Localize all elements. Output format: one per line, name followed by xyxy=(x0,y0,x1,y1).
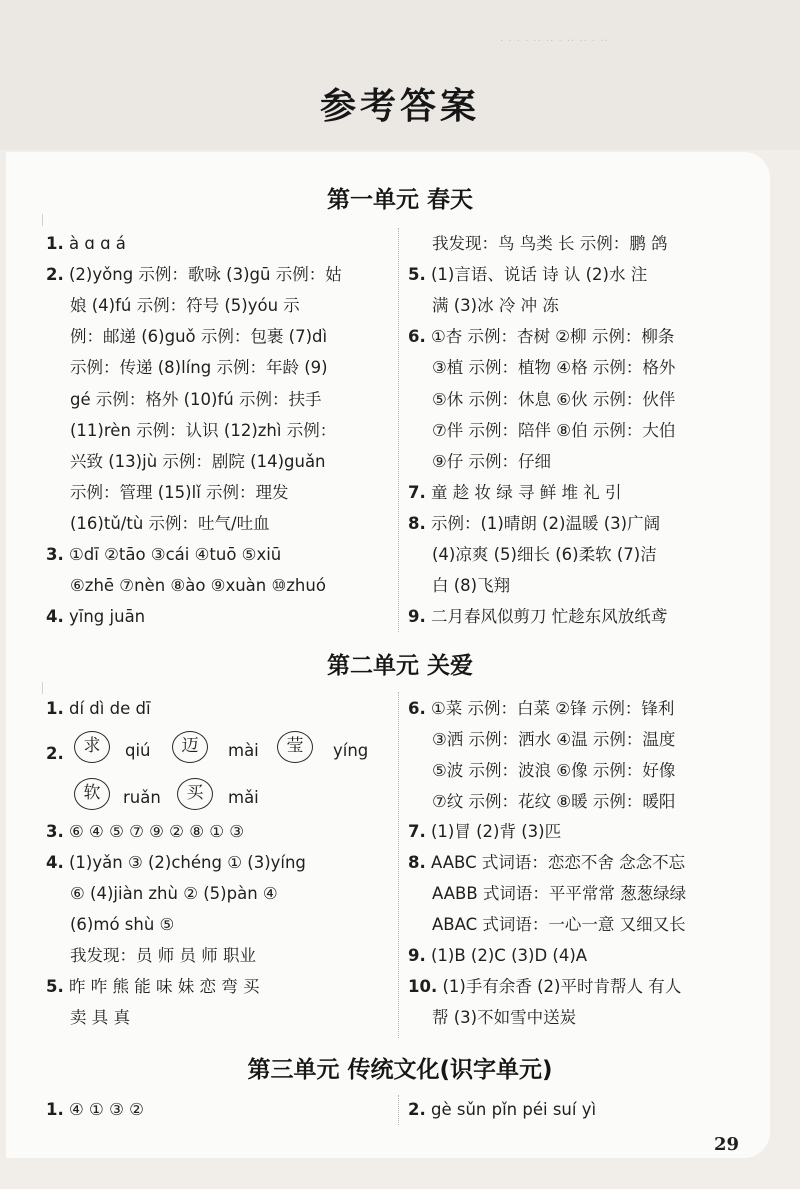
character: 买 xyxy=(177,778,213,810)
answer-text: 卖 具 真 xyxy=(70,1008,130,1027)
character: 软 xyxy=(74,778,110,810)
answer-text: (11)rèn 示例：认识 (12)zhì 示例： xyxy=(70,421,337,440)
answer-text: 昨 咋 熊 能 味 妹 恋 弯 买 xyxy=(69,977,260,996)
answer-text: ⑥ ④ ⑤ ⑦ ⑨ ② ⑧ ① ③ xyxy=(69,822,245,841)
answer-text: 白 (8)飞翔 xyxy=(432,576,511,595)
unit-2-left-line xyxy=(70,940,256,971)
unit-2-title: 第二单元 关爱 xyxy=(326,653,473,679)
item-number: 5. xyxy=(408,265,426,284)
unit-2-right-line xyxy=(432,878,686,909)
unit-3-title: 第三单元 传统文化(识字单元) xyxy=(247,1057,553,1083)
answer-text: 示例：管理 (15)lǐ 示例：理发 xyxy=(70,483,289,502)
character: 求 xyxy=(74,731,110,763)
margin-tick xyxy=(42,682,43,694)
character: 莹 xyxy=(277,731,313,763)
answer-text: ④ ① ③ ② xyxy=(69,1100,144,1119)
character-pinyin: ruǎn xyxy=(123,788,161,807)
item-number: 2. xyxy=(408,1100,426,1119)
answer-text: (1)yǎn ③ (2)chéng ① (3)yíng xyxy=(69,853,306,872)
answer-text: ⑦纹 示例：花纹 ⑧暖 示例：暖阳 xyxy=(432,792,676,811)
unit-1-left-line xyxy=(70,570,326,601)
item-number: 8. xyxy=(408,853,426,872)
circled-character xyxy=(277,731,313,763)
item-number: 7. xyxy=(408,483,426,502)
unit-1-left-line xyxy=(70,477,289,508)
unit-1-column-divider xyxy=(398,228,399,632)
unit-1-right-line xyxy=(432,539,657,570)
answer-text: AABB 式词语：平平常常 葱葱绿绿 xyxy=(432,884,687,903)
item-number: 2. xyxy=(46,744,64,763)
answer-text: ①杏 示例：杏树 ②柳 示例：柳条 xyxy=(431,327,675,346)
answer-text: à ɑ ɑ á xyxy=(69,234,126,253)
answer-text: ③洒 示例：洒水 ④温 示例：温度 xyxy=(432,730,676,749)
margin-tick xyxy=(42,214,43,226)
item-number: 7. xyxy=(408,822,426,841)
unit-1-left-line xyxy=(70,352,328,383)
unit-1-right-line xyxy=(408,477,621,508)
item-number: 2. xyxy=(46,265,64,284)
item-number: 9. xyxy=(408,607,426,626)
answer-text: yīng juān xyxy=(69,607,146,626)
item-number: 3. xyxy=(46,822,64,841)
answer-text: 满 (3)冰 冷 冲 冻 xyxy=(432,296,559,315)
unit-1-right-line xyxy=(432,352,675,383)
unit-1-right-line xyxy=(432,446,551,477)
item-number: 4. xyxy=(46,607,64,626)
unit-2-right-line xyxy=(408,971,681,1002)
unit-2-right-line xyxy=(432,1002,576,1033)
unit-1-left-line xyxy=(70,384,322,415)
unit-2-left-line xyxy=(70,909,174,940)
answer-text: (2)yǒng 示例：歌咏 (3)gū 示例：姑 xyxy=(69,265,342,284)
character-pinyin: qiú xyxy=(125,741,151,760)
item-number: 10. xyxy=(408,977,438,996)
unit-1-right-line xyxy=(408,601,667,632)
unit-2-right-line xyxy=(408,693,674,724)
circled-character xyxy=(74,731,110,763)
item-number: 5. xyxy=(46,977,64,996)
answer-text: (6)mó shù ⑤ xyxy=(70,915,175,934)
unit-1-left-line xyxy=(70,446,326,477)
circled-character xyxy=(172,731,208,763)
unit-1-left-line xyxy=(70,508,270,539)
unit-2-item-2-number xyxy=(46,738,64,769)
answer-text: 我发现：员 师 员 师 职业 xyxy=(70,946,256,965)
answer-text: 帮 (3)不如雪中送炭 xyxy=(432,1008,577,1027)
unit-2-right-line xyxy=(432,755,675,786)
answer-text: (4)凉爽 (5)细长 (6)柔软 (7)洁 xyxy=(432,545,657,564)
answer-text: 童 趁 妆 绿 寻 鲜 堆 礼 引 xyxy=(431,483,622,502)
answer-text: 我发现：鸟 鸟类 长 示例：鹏 鸽 xyxy=(432,234,668,253)
unit-2-left-line xyxy=(70,878,278,909)
character: 迈 xyxy=(172,731,208,763)
answer-text: ①菜 示例：白菜 ②锋 示例：锋利 xyxy=(431,699,675,718)
unit-2-right-line xyxy=(408,940,587,971)
answer-text: 示例：(1)晴朗 (2)温暖 (3)广阔 xyxy=(431,514,661,533)
unit-2-left-line xyxy=(46,693,151,724)
answer-text: ABAC 式词语：一心一意 又细又长 xyxy=(432,915,686,934)
item-number: 1. xyxy=(46,699,64,718)
answer-text: 示例：传递 (8)líng 示例：年龄 (9) xyxy=(70,358,328,377)
unit-2-right-line xyxy=(432,909,686,940)
answer-text: 二月春风似剪刀 忙趁东风放纸鸢 xyxy=(431,607,668,626)
answer-text: gè sǔn pǐn péi suí yì xyxy=(431,1100,597,1119)
unit-2-left-line xyxy=(70,1002,130,1033)
unit-1-right-line xyxy=(408,321,674,352)
character-pinyin: mǎi xyxy=(228,788,259,807)
answer-text: (1)冒 (2)背 (3)匹 xyxy=(431,822,562,841)
answer-text: ⑤波 示例：波浪 ⑥像 示例：好像 xyxy=(432,761,676,780)
item-number: 1. xyxy=(46,1100,64,1119)
page-title: 参考答案 xyxy=(319,86,480,127)
unit-3-left-line xyxy=(46,1094,144,1125)
answer-text: (1)B (2)C (3)D (4)A xyxy=(431,946,588,965)
item-number: 1. xyxy=(46,234,64,253)
answer-text: AABC 式词语：恋恋不舍 念念不忘 xyxy=(431,853,686,872)
circled-character xyxy=(74,778,110,810)
unit-1-right-line xyxy=(432,290,559,321)
unit-2-column-divider xyxy=(398,692,399,1038)
unit-1-left-line xyxy=(70,321,327,352)
unit-1-title: 第一单元 春天 xyxy=(326,187,473,213)
item-number: 9. xyxy=(408,946,426,965)
answer-text: 例：邮递 (6)guǒ 示例：包裹 (7)dì xyxy=(70,327,328,346)
unit-1-right-line xyxy=(408,259,647,290)
unit-3-right-line xyxy=(408,1094,596,1125)
answer-text: ③植 示例：植物 ④格 示例：格外 xyxy=(432,358,676,377)
unit-1-left-line xyxy=(46,539,281,570)
unit-1-right-line xyxy=(408,508,660,539)
answer-text: ⑥zhē ⑦nèn ⑧ào ⑨xuàn ⑩zhuó xyxy=(70,576,326,595)
answer-text: ⑦伴 示例：陪伴 ⑧伯 示例：大伯 xyxy=(432,421,676,440)
unit-2-right-line xyxy=(408,847,685,878)
answer-text: ⑥ (4)jiàn zhù ② (5)pàn ④ xyxy=(70,884,278,903)
unit-2-right-line xyxy=(408,816,561,847)
item-number: 4. xyxy=(46,853,64,872)
item-number: 3. xyxy=(46,545,64,564)
answer-text: (1)手有余香 (2)平时肯帮人 有人 xyxy=(442,977,682,996)
unit-2-right-line xyxy=(432,724,675,755)
unit-3-column-divider xyxy=(398,1095,399,1125)
answer-text: 娘 (4)fú 示例：符号 (5)yóu 示 xyxy=(70,296,300,315)
unit-2-left-line xyxy=(46,816,244,847)
item-number: 6. xyxy=(408,699,426,718)
unit-1-left-line xyxy=(46,601,145,632)
unit-1-right-line xyxy=(432,570,510,601)
unit-1-left-line xyxy=(70,415,336,446)
item-number: 8. xyxy=(408,514,426,533)
unit-1-left-line xyxy=(46,259,342,290)
item-number: 6. xyxy=(408,327,426,346)
answer-text: (16)tǔ/tù 示例：吐气/吐血 xyxy=(70,514,270,533)
character-pinyin: mài xyxy=(228,741,259,760)
unit-1-left-line xyxy=(70,290,300,321)
unit-2-right-line xyxy=(432,786,675,817)
character-pinyin: yíng xyxy=(333,741,369,760)
answer-text: gé 示例：格外 (10)fú 示例：扶手 xyxy=(70,390,322,409)
unit-2-left-line xyxy=(46,971,259,1002)
answer-text: ⑤休 示例：休息 ⑥伙 示例：伙伴 xyxy=(432,390,676,409)
answer-text: (1)言语、说话 诗 认 (2)水 注 xyxy=(431,265,648,284)
answer-text: 兴致 (13)jù 示例：剧院 (14)guǎn xyxy=(70,452,326,471)
unit-1-right-line xyxy=(432,228,667,259)
answer-text: ①dī ②tāo ③cái ④tuō ⑤xiū xyxy=(69,545,282,564)
answer-text: dí dì de dī xyxy=(69,699,151,718)
circled-character xyxy=(177,778,213,810)
unit-1-right-line xyxy=(432,415,675,446)
answer-text: ⑨仔 示例：仔细 xyxy=(432,452,552,471)
unit-2-left-line xyxy=(46,847,306,878)
unit-1-right-line xyxy=(432,384,675,415)
page-number: 29 xyxy=(714,1134,740,1155)
unit-1-left-line xyxy=(46,228,126,259)
bleed-through-text: · · · · ·· ·· · ·· ·· · ·· xyxy=(500,36,609,47)
